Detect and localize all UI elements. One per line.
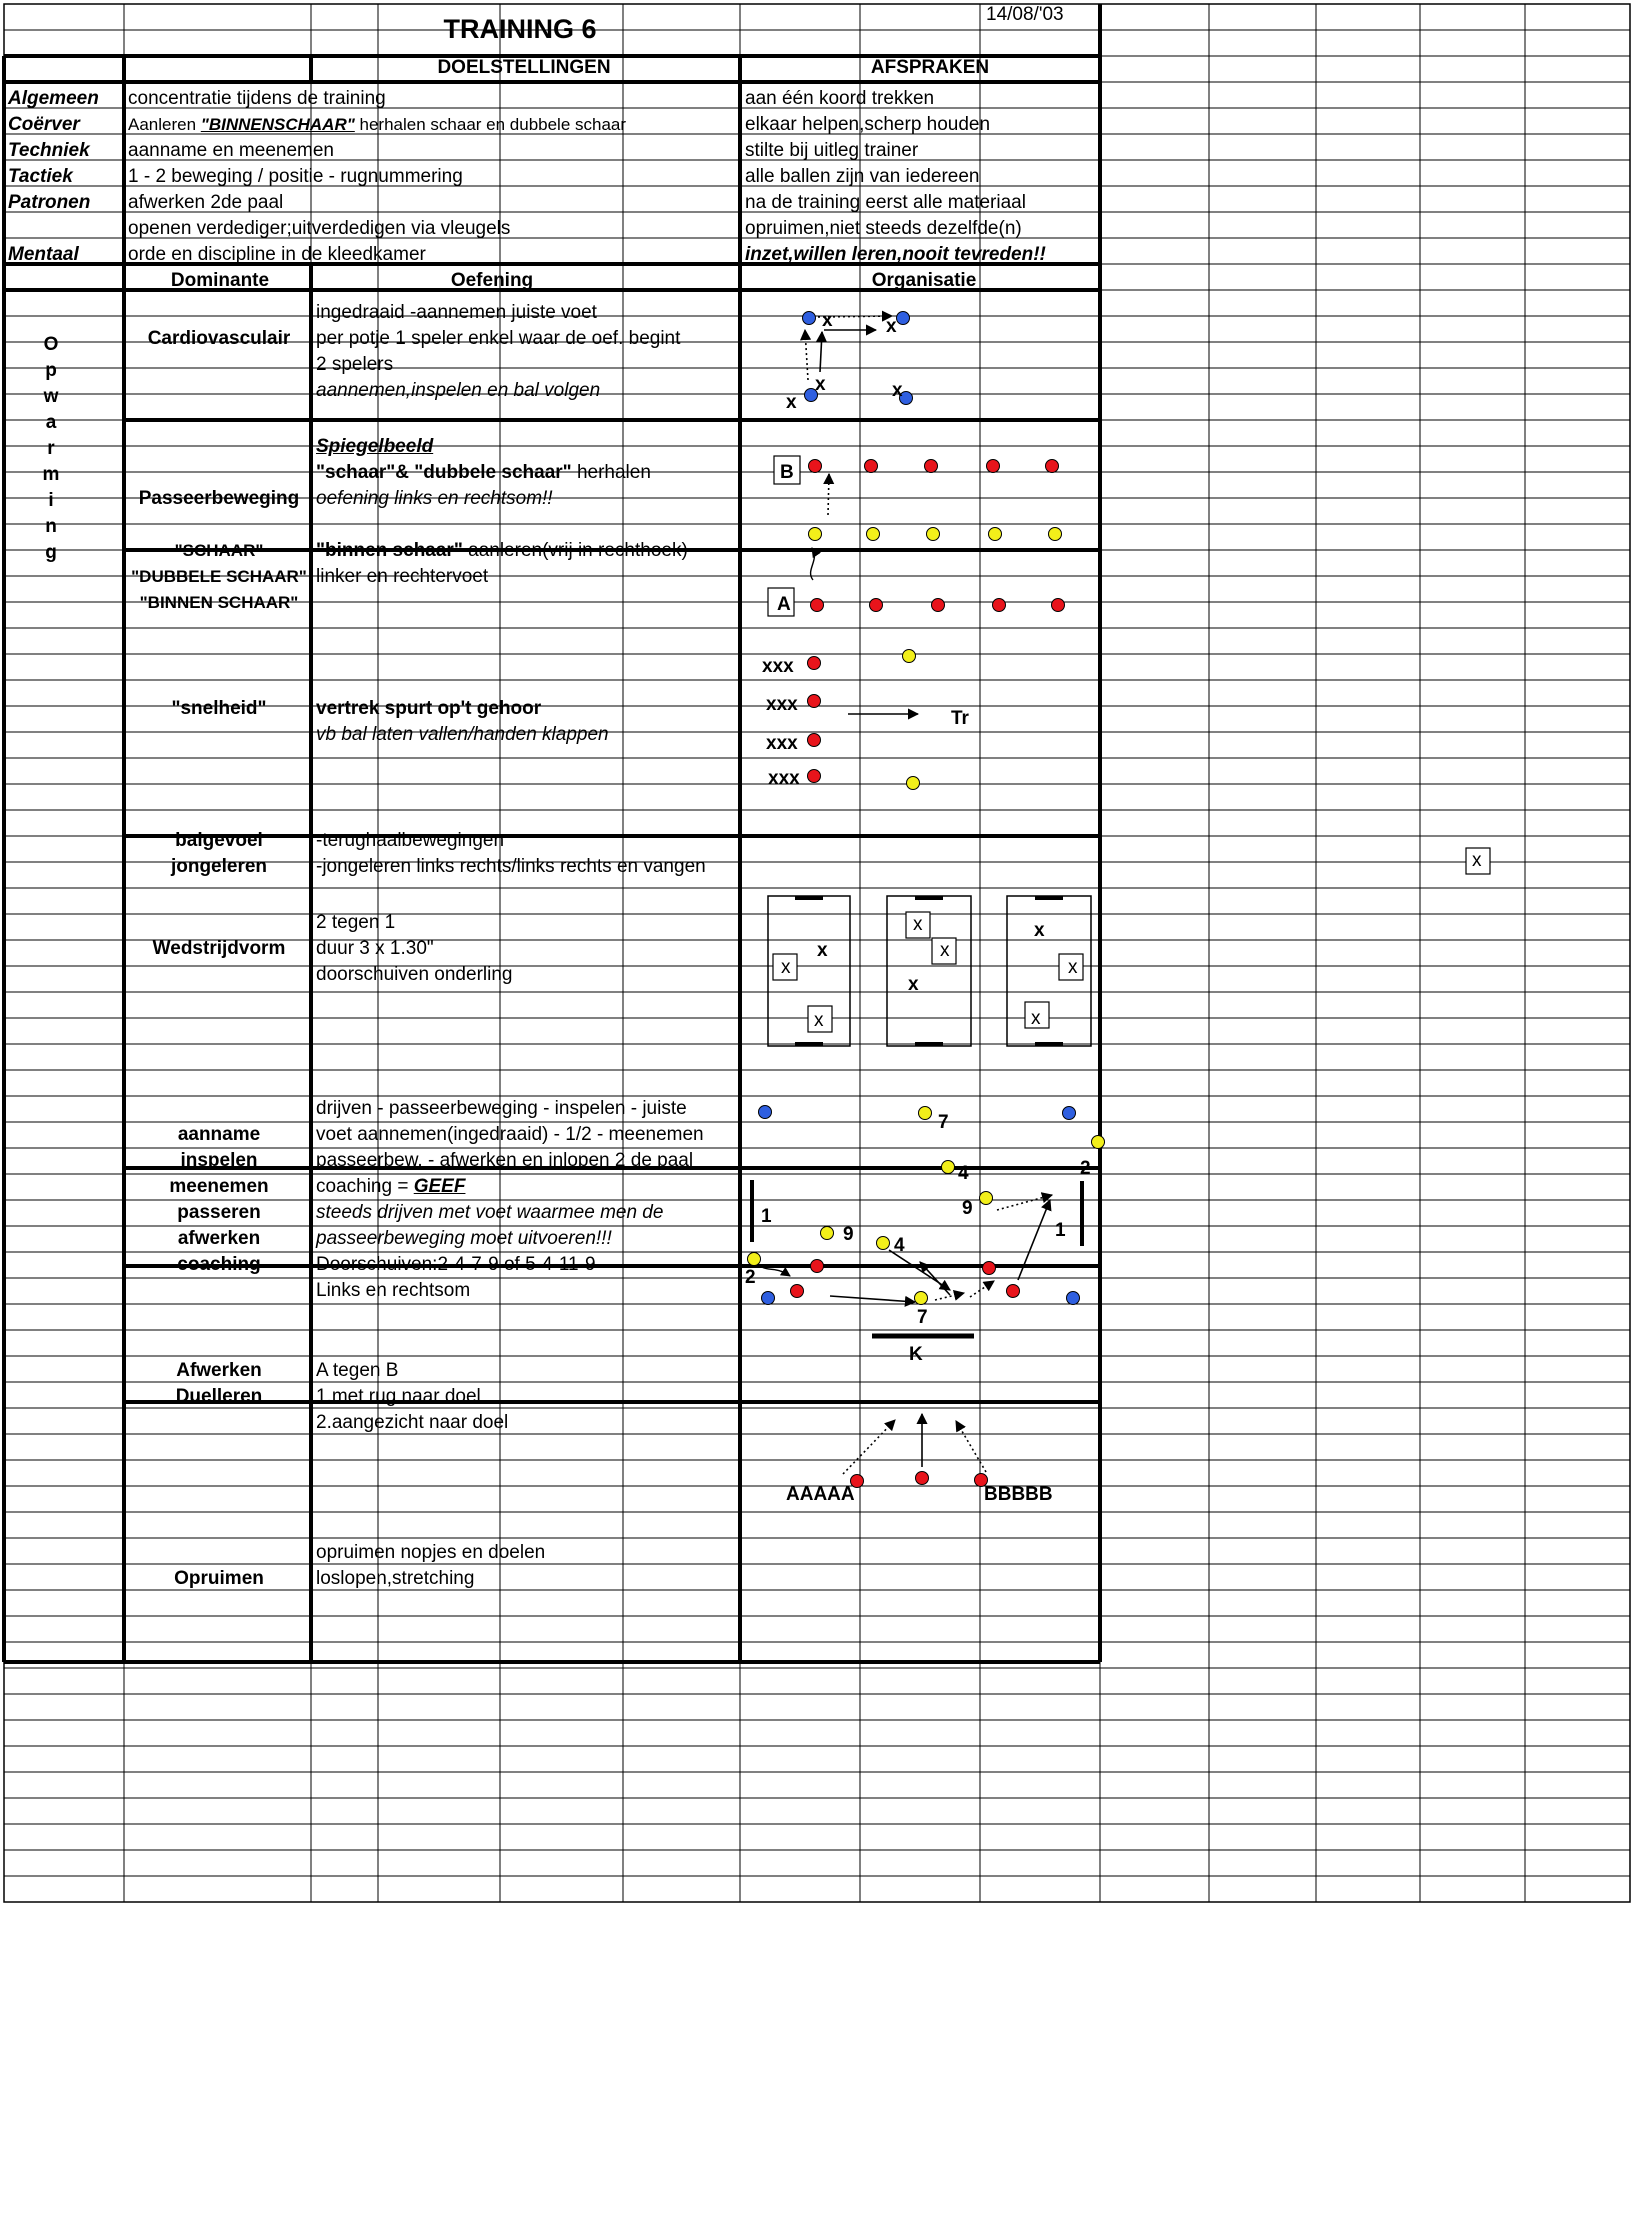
category-techniek: Techniek — [8, 140, 90, 161]
arrow — [805, 330, 808, 380]
trainer-label: Tr — [951, 708, 969, 729]
x-marker: x — [822, 310, 833, 331]
oefening-line: linker en rechtervoet — [316, 566, 489, 587]
x-marker: x — [892, 380, 903, 401]
page-title: TRAINING 6 — [443, 14, 597, 44]
arrow — [828, 474, 829, 515]
x-marker: x — [913, 914, 923, 935]
category-coerver: Coërver — [8, 114, 80, 135]
player-dot — [808, 695, 821, 708]
shirt-number: 1 — [1055, 1220, 1066, 1241]
player-dot — [980, 1192, 993, 1205]
player-dot — [907, 777, 920, 790]
keeper-label: K — [909, 1344, 923, 1365]
agreement-coerver: elkaar helpen,scherp houden — [745, 114, 991, 135]
oefening-line: 2.aangezicht naar doel — [316, 1412, 509, 1433]
player-dot — [1092, 1136, 1105, 1149]
player-dot — [803, 312, 816, 325]
oefening-line: 2 tegen 1 — [316, 912, 396, 933]
oefening-line: loslopen,stretching — [316, 1568, 475, 1589]
oefening-line-rest: aanleren(vrij in rechthoek) — [462, 540, 688, 561]
shirt-number: 9 — [843, 1224, 854, 1245]
player-dot — [1052, 599, 1065, 612]
shirt-number: 4 — [894, 1235, 905, 1256]
category-patronen: Patronen — [8, 192, 91, 213]
oefening-line: -terughaalbewegingen — [316, 830, 505, 851]
goal-algemeen: concentratie tijdens de training — [128, 88, 386, 109]
x-marker: x — [1034, 920, 1045, 941]
category-tactiek: Tactiek — [8, 166, 73, 187]
player-dot — [903, 650, 916, 663]
oefening-line: Links en rechtsom — [316, 1280, 471, 1301]
agreement-tactiek: alle ballen zijn van iedereen — [745, 166, 980, 187]
agreement-techniek: stilte bij uitleg trainer — [745, 140, 919, 161]
dominante-meenemen: meenemen — [169, 1176, 269, 1197]
arrow — [956, 1421, 986, 1472]
oefening-line: opruimen nopjes en doelen — [316, 1542, 546, 1563]
dominante-afwerken-duel: Afwerken — [176, 1360, 262, 1381]
arrow — [811, 548, 815, 580]
group-a-label: AAAAA — [786, 1484, 855, 1505]
warmup-letter: a — [45, 412, 57, 433]
xxx-group: xxx — [766, 694, 798, 715]
dominante-balgevoel: balgevoel — [175, 830, 263, 851]
player-dot — [989, 528, 1002, 541]
dominante-duelleren: Duelleren — [175, 1386, 263, 1407]
warmup-letter: m — [42, 464, 60, 485]
goal-coerver-suffix: herhalen schaar en dubbele schaar — [354, 115, 627, 134]
xxx-group: xxx — [762, 656, 794, 677]
x-marker: x — [814, 1010, 824, 1031]
player-dot — [915, 1292, 928, 1305]
oefening-line: -jongeleren links rechts/links rechts en vangen — [316, 856, 706, 877]
player-dot — [821, 1227, 834, 1240]
player-dot — [809, 528, 822, 541]
oefening-line — [316, 462, 651, 484]
oefening-line: voet aannemen(ingedraaid) - 1/2 - meenemen — [316, 1124, 704, 1145]
x-marker: x — [886, 316, 897, 337]
player-dot — [811, 1260, 824, 1273]
arrow — [997, 1195, 1052, 1210]
player-dot — [1067, 1292, 1080, 1305]
arrow — [830, 1296, 915, 1302]
x-marker: x — [1068, 957, 1078, 978]
agreements-heading: AFSPRAKEN — [870, 57, 990, 78]
player-dot — [983, 1262, 996, 1275]
col-organisatie: Organisatie — [871, 270, 977, 291]
xxx-group: xxx — [768, 768, 800, 789]
oefening-line: Spiegelbeeld — [316, 436, 434, 457]
agreement-patronen: na de training eerst alle materiaal — [745, 192, 1026, 213]
player-dot — [808, 770, 821, 783]
category-mentaal: Mentaal — [8, 244, 79, 265]
group-b-label: BBBBB — [984, 1484, 1053, 1505]
dominante-opruimen: Opruimen — [174, 1568, 264, 1589]
dominante-dubbele-schaar: "DUBBELE SCHAAR" — [131, 567, 307, 586]
oefening-line: ingedraaid -aannemen juiste voet — [316, 302, 597, 323]
goal-mentaal: orde en discipline in de kleedkamer — [128, 244, 426, 265]
oefening-line: A tegen B — [316, 1360, 399, 1381]
shirt-number: 4 — [958, 1163, 969, 1184]
x-marker: x — [1031, 1008, 1041, 1029]
dominante-wedstrijd: Wedstrijdvorm — [152, 938, 286, 959]
oefening-line: Doorschuiven:2-4-7-9 of 5-4-11-9 — [316, 1254, 596, 1275]
oefening-line: drijven - passeerbeweging - inspelen - juiste — [316, 1098, 687, 1119]
warmup-letter: p — [45, 360, 57, 381]
player-dot — [748, 1253, 761, 1266]
oefening-line — [316, 1176, 465, 1198]
x-marker: x — [908, 974, 919, 995]
x-marker: x — [817, 940, 828, 961]
player-dot — [1046, 460, 1059, 473]
col-oefening: Oefening — [450, 270, 534, 291]
shirt-number: 1 — [761, 1206, 772, 1227]
player-dot — [897, 312, 910, 325]
dominante-passeer: Passeerbeweging — [138, 488, 300, 509]
player-dot — [1063, 1107, 1076, 1120]
goal-tactiek: 1 - 2 beweging / positie - rugnummering — [128, 166, 463, 187]
player-dot — [759, 1106, 772, 1119]
oefening-line: oefening links en rechtsom!! — [316, 488, 553, 509]
player-dot — [808, 734, 821, 747]
x-marker: x — [815, 374, 826, 395]
player-dot — [809, 460, 822, 473]
oefening-line-bold: "binnen schaar" — [316, 540, 463, 561]
agreement-mentaal: inzet,willen leren,nooit tevreden!! — [745, 244, 1046, 265]
dominante-passeren: passeren — [177, 1202, 261, 1223]
player-dot — [1049, 528, 1062, 541]
goal-techniek: aanname en meenemen — [128, 140, 334, 161]
player-dot — [1007, 1285, 1020, 1298]
player-dot — [811, 599, 824, 612]
arrow — [970, 1281, 994, 1297]
player-dot — [927, 528, 940, 541]
oefening-line: per potje 1 speler enkel waar de oef. begint — [316, 328, 681, 349]
marker-label-a: A — [777, 594, 791, 615]
goal-coerver-prefix: Aanleren — [128, 115, 201, 134]
oefening-line-rest: herhalen — [571, 462, 651, 483]
arrow — [820, 332, 822, 372]
dominante-jongeleren: jongeleren — [170, 856, 268, 877]
oefening-line: duur 3 x 1.30" — [316, 938, 434, 959]
player-dot — [919, 1107, 932, 1120]
oefening-line — [316, 540, 688, 562]
oefening-line: passeerbeweging moet uitvoeren!!! — [316, 1228, 612, 1249]
player-dot — [932, 599, 945, 612]
marker-label-b: B — [780, 462, 794, 483]
goal-patronen: afwerken 2de paal — [128, 192, 284, 213]
shirt-number: 2 — [1080, 1158, 1091, 1179]
oefening-line: vertrek spurt op't gehoor — [316, 698, 542, 719]
warmup-letter: w — [43, 386, 59, 407]
player-dot — [867, 528, 880, 541]
oefening-line: steeds drijven met voet waarmee men de — [316, 1202, 664, 1223]
player-dot — [916, 1472, 929, 1485]
oefening-line: 1.met rug naar doel — [316, 1386, 481, 1407]
category-algemeen: Algemeen — [8, 88, 99, 109]
warmup-letter: g — [45, 542, 57, 563]
oefening-line-emph: GEEF — [413, 1176, 466, 1197]
dominante-schaar: "SCHAAR" — [174, 541, 264, 560]
dominante-snelheid: "snelheid" — [171, 698, 267, 719]
shirt-number: 7 — [938, 1112, 949, 1133]
shirt-number: 9 — [962, 1198, 973, 1219]
shirt-number: 2 — [745, 1267, 756, 1288]
agreement-opruimen: opruimen,niet steeds dezelfde(n) — [745, 218, 1022, 239]
player-dot — [987, 460, 1000, 473]
oefening-line: doorschuiven onderling — [316, 964, 513, 985]
x-marker: x — [781, 957, 791, 978]
warmup-letter: r — [47, 438, 55, 459]
goals-heading: DOELSTELLINGEN — [437, 57, 611, 78]
oefening-line: 2 spelers — [316, 354, 394, 375]
player-dot — [993, 599, 1006, 612]
oefening-line: passeerbew. - afwerken en inlopen 2 de paal — [316, 1150, 694, 1171]
dominante-aanname: aanname — [177, 1124, 261, 1145]
oefening-line-bold: "schaar"& "dubbele schaar" — [316, 462, 572, 483]
player-dot — [791, 1285, 804, 1298]
x-marker: x — [940, 940, 950, 961]
goal-coerver — [128, 114, 626, 136]
player-dot — [925, 460, 938, 473]
dominante-cardio: Cardiovasculair — [147, 328, 291, 349]
oefening-line: vb bal laten vallen/handen klappen — [316, 724, 609, 745]
date-label: 14/08/'03 — [986, 4, 1064, 25]
oefening-line-prefix: coaching = — [316, 1176, 414, 1197]
arrow — [843, 1420, 895, 1474]
warmup-letter: O — [43, 334, 59, 355]
x-marker: x — [1472, 850, 1482, 871]
shirt-number: 7 — [917, 1307, 928, 1328]
dominante-coaching: coaching — [177, 1254, 261, 1275]
player-dot — [762, 1292, 775, 1305]
dominante-inspelen: inspelen — [180, 1150, 258, 1171]
warmup-letter: n — [45, 516, 57, 537]
player-dot — [870, 599, 883, 612]
oefening-line: aannemen,inspelen en bal volgen — [316, 380, 601, 401]
player-dot — [808, 657, 821, 670]
goal-openen: openen verdediger;uitverdedigen via vleugels — [128, 218, 511, 239]
col-dominante: Dominante — [170, 270, 270, 291]
warmup-letter: i — [48, 490, 54, 511]
player-dot — [942, 1161, 955, 1174]
player-dot — [877, 1237, 890, 1250]
dominante-afwerken: afwerken — [177, 1228, 261, 1249]
dominante-binnen-schaar: "BINNEN SCHAAR" — [139, 593, 299, 612]
xxx-group: xxx — [766, 733, 798, 754]
agreement-algemeen: aan één koord trekken — [745, 88, 935, 109]
player-dot — [865, 460, 878, 473]
goal-coerver-emph: "BINNENSCHAAR" — [200, 115, 355, 134]
x-marker: x — [786, 392, 797, 413]
